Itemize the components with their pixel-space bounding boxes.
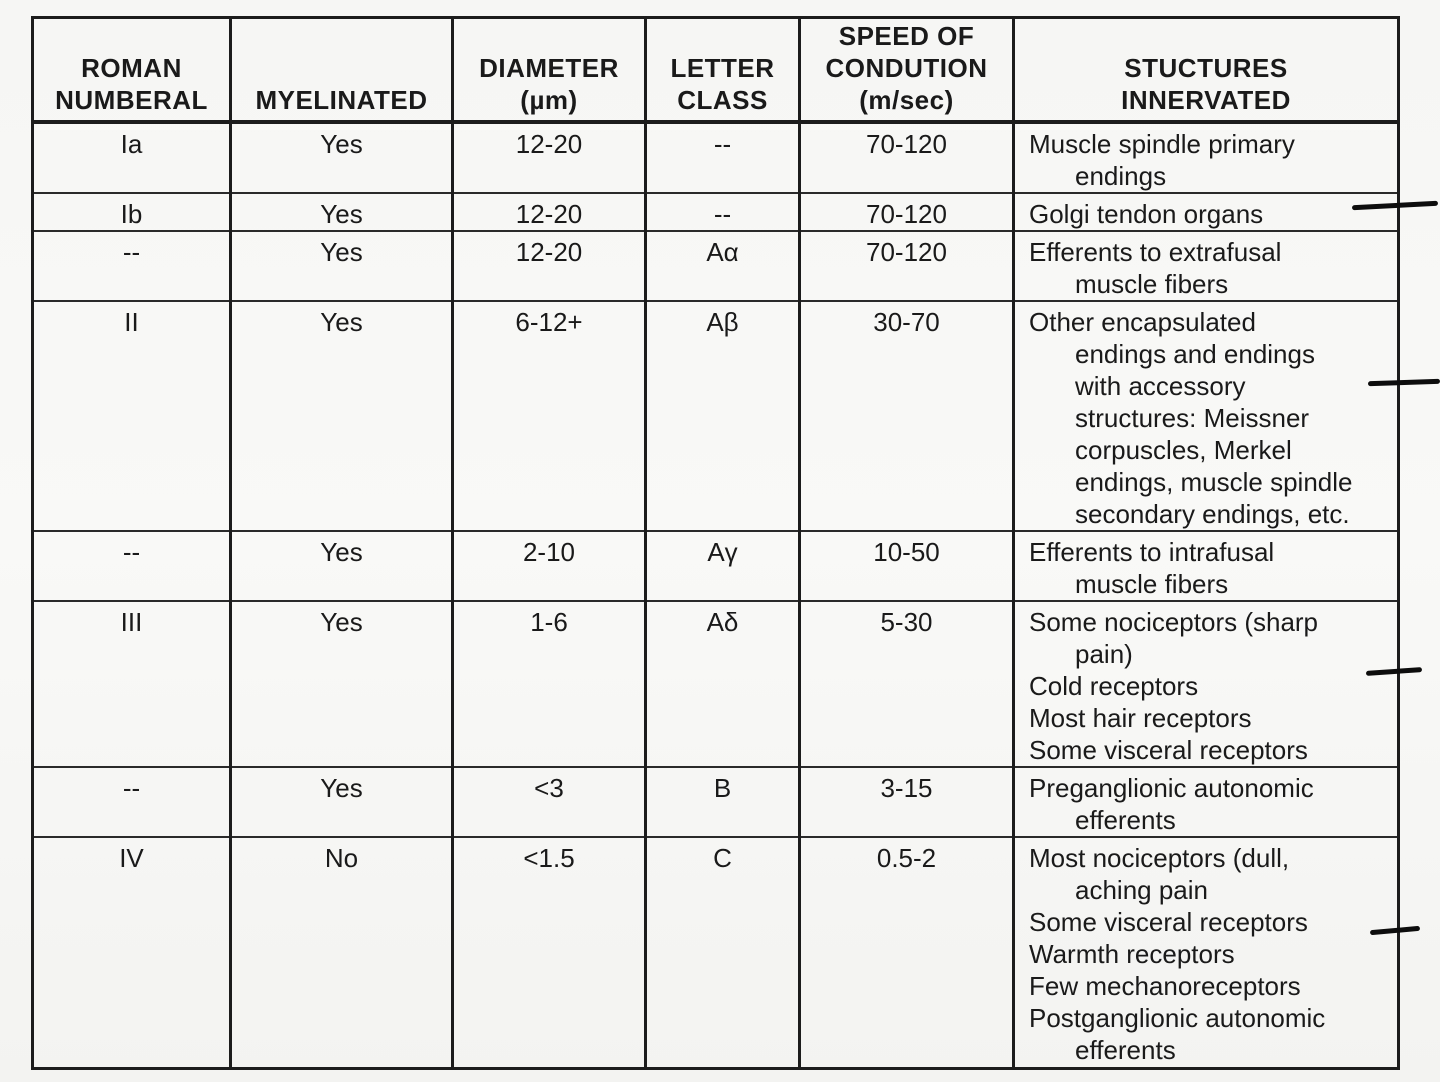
cell-myelinated: Yes — [231, 601, 453, 767]
cell-letter: -- — [646, 193, 800, 231]
structure-line: Golgi tendon organs — [1029, 198, 1264, 229]
nerve-fiber-classification-table — [31, 16, 1400, 1070]
header-line: CONDUTION — [825, 52, 988, 83]
cell-myelinated: Yes — [231, 301, 453, 531]
cell-roman: -- — [33, 531, 231, 601]
cell-speed: 70-120 — [800, 122, 1014, 193]
header-line: INNERVATED — [1121, 84, 1291, 115]
structure-line: endings, muscle spindle — [1075, 466, 1353, 497]
structure-line: secondary endings, etc. — [1075, 498, 1350, 529]
structure-line: aching pain — [1075, 874, 1208, 905]
cell-structures — [1014, 122, 1399, 193]
header-speed-of-conduction — [800, 18, 1014, 122]
structure-line: corpuscles, Merkel — [1075, 434, 1292, 465]
header-line: SPEED OF — [838, 20, 975, 51]
cell-letter: -- — [646, 122, 800, 193]
cell-myelinated: Yes — [231, 767, 453, 837]
cell-diameter: 6-12+ — [453, 301, 646, 531]
header-line: LETTER — [670, 52, 775, 83]
cell-diameter: 12-20 — [453, 193, 646, 231]
header-line: CLASS — [677, 84, 768, 115]
cell-speed: 0.5-2 — [800, 837, 1014, 1069]
structure-line: Some visceral receptors — [1029, 906, 1308, 937]
header-diameter — [453, 18, 646, 122]
cell-roman: IV — [33, 837, 231, 1069]
structure-line: structures: Meissner — [1075, 402, 1310, 433]
cell-letter: C — [646, 837, 800, 1069]
cell-myelinated: Yes — [231, 231, 453, 301]
header-line: ROMAN — [81, 52, 182, 83]
header-line: DIAMETER — [479, 52, 619, 83]
structure-line: pain) — [1075, 638, 1133, 669]
structure-line: efferents — [1075, 804, 1176, 835]
cell-diameter: 2-10 — [453, 531, 646, 601]
structure-line: Some nociceptors (sharp — [1029, 606, 1319, 637]
cell-structures — [1014, 837, 1399, 1069]
cell-letter: Aδ — [646, 601, 800, 767]
header-line: (µm) — [520, 84, 578, 115]
cell-speed: 10-50 — [800, 531, 1014, 601]
cell-speed: 70-120 — [800, 231, 1014, 301]
cell-roman: Ia — [33, 122, 231, 193]
table-row — [33, 193, 1399, 231]
cell-letter: Aα — [646, 231, 800, 301]
cell-letter: Aγ — [646, 531, 800, 601]
header-structures-innervated — [1014, 18, 1399, 122]
table-row — [33, 601, 1399, 767]
structure-line: Muscle spindle primary — [1029, 128, 1295, 159]
cell-myelinated: Yes — [231, 122, 453, 193]
structure-line: Preganglionic autonomic — [1029, 772, 1314, 803]
table-row — [33, 531, 1399, 601]
cell-structures — [1014, 531, 1399, 601]
cell-myelinated: No — [231, 837, 453, 1069]
table-row — [33, 301, 1399, 531]
cell-myelinated: Yes — [231, 193, 453, 231]
cell-diameter: <3 — [453, 767, 646, 837]
structure-line: muscle fibers — [1075, 268, 1229, 299]
cell-myelinated: Yes — [231, 531, 453, 601]
cell-diameter: 12-20 — [453, 122, 646, 193]
cell-diameter: <1.5 — [453, 837, 646, 1069]
table-row — [33, 231, 1399, 301]
cell-speed: 5-30 — [800, 601, 1014, 767]
structure-line: Most hair receptors — [1029, 702, 1252, 733]
structure-line: efferents — [1075, 1034, 1176, 1065]
cell-roman: II — [33, 301, 231, 531]
structure-line: Efferents to intrafusal — [1029, 536, 1275, 567]
header-myelinated — [231, 18, 453, 122]
cell-diameter: 12-20 — [453, 231, 646, 301]
cell-structures — [1014, 767, 1399, 837]
structure-line: Postganglionic autonomic — [1029, 1002, 1326, 1033]
structure-line: endings — [1075, 160, 1167, 191]
cell-structures — [1014, 301, 1399, 531]
cell-roman: III — [33, 601, 231, 767]
cell-structures — [1014, 601, 1399, 767]
structure-line: Most nociceptors (dull, — [1029, 842, 1290, 873]
table-row — [33, 767, 1399, 837]
cell-roman: -- — [33, 231, 231, 301]
header-roman-numeral — [33, 18, 231, 122]
cell-roman: -- — [33, 767, 231, 837]
structure-line: muscle fibers — [1075, 568, 1229, 599]
structure-line: Efferents to extrafusal — [1029, 236, 1282, 267]
cell-roman: Ib — [33, 193, 231, 231]
cell-structures — [1014, 231, 1399, 301]
cell-diameter: 1-6 — [453, 601, 646, 767]
header-line: NUMBERAL — [55, 84, 208, 115]
header-line: STUCTURES — [1124, 52, 1288, 83]
header-letter-class — [646, 18, 800, 122]
cell-speed: 3-15 — [800, 767, 1014, 837]
cell-letter: Aβ — [646, 301, 800, 531]
header-row — [33, 18, 1399, 122]
header-line: (m/sec) — [859, 84, 954, 115]
structure-line: Some visceral receptors — [1029, 734, 1308, 765]
table-row — [33, 122, 1399, 193]
cell-structures — [1014, 193, 1399, 231]
structure-line: Warmth receptors — [1029, 938, 1235, 969]
structure-line: Other encapsulated — [1029, 306, 1256, 337]
cell-speed: 30-70 — [800, 301, 1014, 531]
header-line: MYELINATED — [255, 84, 428, 115]
cell-letter: B — [646, 767, 800, 837]
table-row — [33, 837, 1399, 1069]
structure-line: endings and endings — [1075, 338, 1315, 369]
structure-line: with accessory — [1075, 370, 1246, 401]
structure-line: Few mechanoreceptors — [1029, 970, 1301, 1001]
cell-speed: 70-120 — [800, 193, 1014, 231]
structure-line: Cold receptors — [1029, 670, 1199, 701]
